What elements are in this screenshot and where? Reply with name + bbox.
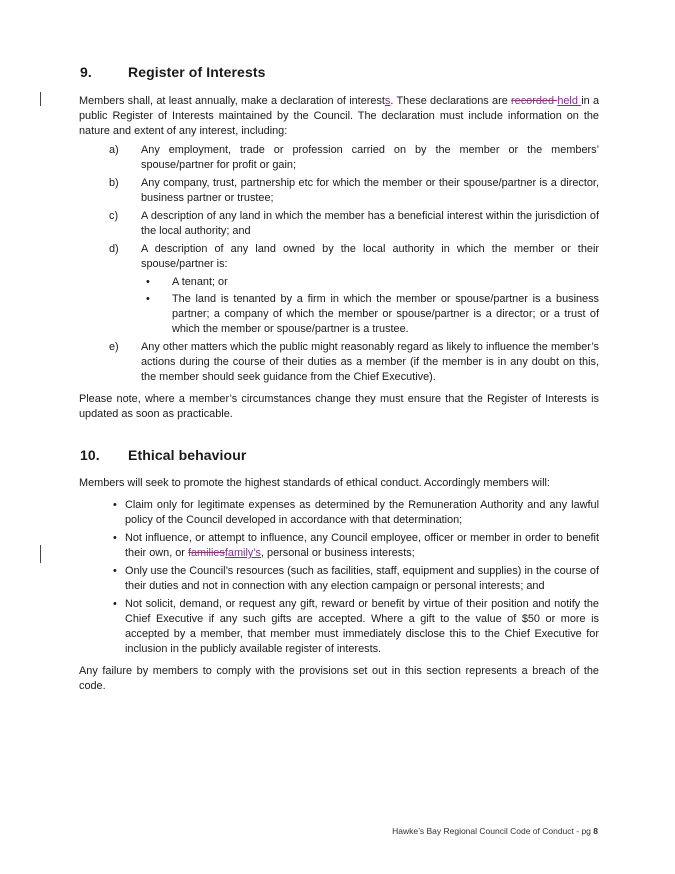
section-9-title: Register of Interests <box>128 64 266 80</box>
bullet-text: Not influence, or attempt to influence, any Council employee, officer or member in order to benefit their own, or <box>125 532 599 559</box>
section-10-intro: Members will seek to promote the highest standards of ethical conduct. Accordingly members will: <box>79 477 550 489</box>
list-item-label: d) <box>109 243 119 255</box>
bullet-item <box>79 531 599 561</box>
section-9-heading <box>80 64 265 80</box>
list-item-text: Any employment, trade or profession carried on by the member or the members’ spouse/partner for profit or gain; <box>141 144 599 171</box>
inserted-text: held <box>557 95 582 107</box>
intro-text: . These declarations are <box>390 95 512 107</box>
deleted-text: recorded <box>511 95 558 107</box>
footer-text: Hawke’s Bay Regional Council Code of Conduct - pg <box>392 826 594 836</box>
sub-bullet-text: The land is tenanted by a firm in which the member or spouse/partner is a business partner; a company of which the member or spouse/partner is a director; or a trust of which the member or spouse/partner is a trustee. <box>172 293 599 335</box>
list-item-label: c) <box>109 210 119 222</box>
sub-bullet-item <box>141 275 599 290</box>
revision-change-bar <box>40 545 41 563</box>
section-10-number: 10. <box>80 447 100 463</box>
list-item <box>79 143 599 173</box>
sub-bullet-text: A tenant; or <box>172 276 228 288</box>
bullet-item <box>79 498 599 528</box>
bullet-icon: • <box>113 532 117 544</box>
list-item <box>79 209 599 239</box>
list-item <box>79 176 599 206</box>
list-item-text: A description of any land in which the member has a beneficial interest within the jurisdiction of the local authority; and <box>141 210 599 237</box>
list-item <box>79 340 599 385</box>
sub-bullet-item <box>141 292 599 337</box>
page-number: 8 <box>593 826 598 836</box>
bullet-icon: • <box>146 293 150 305</box>
sub-bullet-list <box>141 275 599 337</box>
list-item-text: Any company, trust, partnership etc for which the member or their spouse/partner is a director, business partner or trustee; <box>141 177 599 204</box>
bullet-icon: • <box>146 276 150 288</box>
page-footer <box>392 826 598 836</box>
inserted-text: family’s <box>224 547 261 559</box>
bullet-text: , personal or business interests; <box>260 547 415 559</box>
intro-text: in a public Register of Interests maintained by the Council. The declaration must include information on the nature and extent of any interest, including: <box>79 95 599 137</box>
bullet-icon: • <box>113 499 117 511</box>
interests-list <box>79 143 599 388</box>
bullet-icon: • <box>113 598 117 610</box>
bullet-text: Only use the Council’s resources (such as facilities, staff, equipment and supplies) in the course of their duties and not in connection with any election campaign or personal interests; and <box>125 565 599 592</box>
inserted-text: s <box>384 95 391 107</box>
section-10-title: Ethical behaviour <box>128 447 247 463</box>
deleted-text: families <box>187 547 225 559</box>
section-10-heading <box>80 447 246 463</box>
bullet-item <box>79 597 599 657</box>
list-item-text: A description of any land owned by the local authority in which the member or their spouse/partner is: <box>141 243 599 270</box>
list-item-label: b) <box>109 177 119 189</box>
list-item-label: a) <box>109 144 119 156</box>
list-item-text: Any other matters which the public might reasonably regard as likely to influence the member’s actions during the course of their duties as a member (if the member is in any doubt on this, the member should seek guidance from the Chief Executive). <box>141 341 599 383</box>
bullet-icon: • <box>113 565 117 577</box>
bullet-text: Not solicit, demand, or request any gift, reward or benefit by virtue of their position and notify the Chief Executive if any such gifts are accepted. Where a gift to the value of $50 or more is accepted by a member, that member must immediately disclose this to the Chief Executive for inclusion in the publicly available register of interests. <box>125 598 599 655</box>
section-9-intro <box>79 94 599 139</box>
bullet-item <box>79 564 599 594</box>
section-9-number: 9. <box>80 64 92 80</box>
bullet-text: Claim only for legitimate expenses as determined by the Remuneration Authority and any lawful policy of the Council developed in accordance with that determination; <box>125 499 599 526</box>
section-9-note: Please note, where a member’s circumstances change they must ensure that the Register of Interests is updated as soon as practicable. <box>79 393 599 420</box>
section-10-closing: Any failure by members to comply with the provisions set out in this section represents a breach of the code. <box>79 665 599 692</box>
revision-change-bar <box>40 92 41 106</box>
list-item-label: e) <box>109 341 119 353</box>
intro-text: Members shall, at least annually, make a declaration of interest <box>79 95 385 107</box>
ethical-behaviour-list <box>79 498 599 660</box>
list-item <box>79 242 599 337</box>
